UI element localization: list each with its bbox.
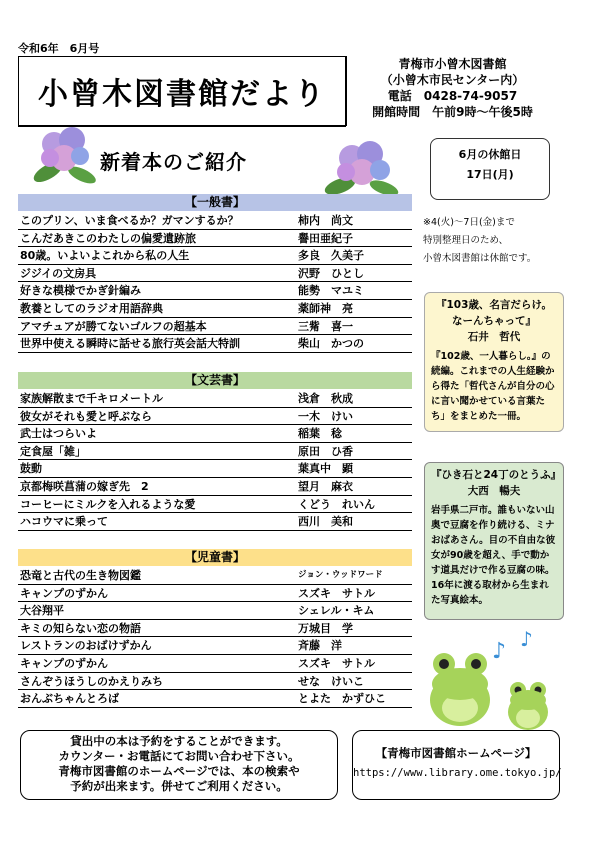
- closed-note-line: 特別整理日のため、: [423, 235, 509, 246]
- header-divider: [346, 56, 347, 126]
- book-title: おんぶちゃんとろば: [20, 692, 119, 706]
- book-author: くどう れいん: [298, 497, 375, 511]
- book-author: 三觜 喜一: [298, 319, 353, 333]
- table-row: [18, 585, 412, 603]
- feature-card: [424, 462, 564, 620]
- table-row: [18, 335, 412, 353]
- book-title: 武士はつらいよ: [20, 427, 97, 441]
- section-heading-children: 【児童書】: [18, 549, 412, 566]
- table-row: [18, 318, 412, 336]
- newsletter-title: 小曾木図書館だより: [38, 77, 326, 112]
- book-author: ジョン・ウッドワード: [298, 570, 383, 580]
- book-author: 斉藤 洋: [298, 639, 342, 653]
- book-author: 多良 久美子: [298, 249, 364, 263]
- book-author: 能勢 マユミ: [298, 284, 364, 298]
- book-author: せな けいこ: [298, 674, 364, 688]
- closed-note: [423, 214, 563, 268]
- feature-author: 大西 暢夫: [467, 485, 521, 497]
- table-row: [18, 425, 412, 443]
- book-author: 葉真中 顕: [298, 462, 353, 476]
- book-author: とよた かずひこ: [298, 692, 386, 706]
- svg-text:♪: ♪: [492, 639, 507, 664]
- homepage-url-link[interactable]: https://www.library.ome.tokyo.jp/: [353, 767, 562, 779]
- reservation-line: 予約が出来ます。併せてご利用ください。: [70, 779, 288, 793]
- book-title: ハコウマに乗って: [20, 515, 108, 529]
- book-title: 好きな模様でかぎ針編み: [20, 284, 141, 298]
- library-hours: 開館時間 午前9時～午後5時: [372, 105, 533, 119]
- book-author: 稲葉 稔: [298, 427, 342, 441]
- book-author: 浅倉 秋成: [298, 392, 353, 405]
- feature-title: 『103歳、名言だらけ。なーんちゃって』: [436, 299, 552, 327]
- table-row: [18, 300, 412, 318]
- feature-author: 石井 哲代: [467, 331, 521, 343]
- book-title: 鼓動: [20, 462, 42, 476]
- library-sub: （小曾木市民センター内）: [380, 73, 525, 87]
- book-author: 薬師神 亮: [298, 302, 353, 315]
- table-row: [18, 567, 412, 585]
- book-title: ジジイの文房具: [20, 266, 97, 280]
- table-row: [18, 496, 412, 514]
- table-row: [18, 282, 412, 300]
- closed-day-date: 17日(月): [466, 168, 514, 181]
- table-row: [18, 247, 412, 265]
- book-title: さんぞうほうしのかえりみち: [20, 674, 163, 688]
- book-title: 大谷翔平: [20, 604, 64, 618]
- feature-title: 『ひき石と24丁のとうふ』: [431, 469, 562, 481]
- book-author: スズキ サトル: [298, 586, 375, 600]
- book-title: 教養としてのラジオ用語辞典: [20, 302, 163, 315]
- frog-icon: [420, 628, 570, 730]
- reservation-info-box: [20, 730, 338, 800]
- book-author: 柴山 かつの: [298, 337, 364, 351]
- hydrangea-icon: [322, 136, 402, 200]
- book-title: キャンプのずかん: [20, 657, 108, 670]
- svg-text:♪: ♪: [520, 628, 533, 651]
- book-author: 原田 ひ香: [298, 444, 353, 458]
- book-title: 恐竜と古代の生き物図鑑: [20, 569, 141, 582]
- book-author: シェレル・キム: [298, 604, 375, 618]
- book-author: 西川 美和: [298, 515, 353, 529]
- book-author: 柿内 尚文: [298, 214, 353, 227]
- reservation-line: 青梅市図書館のホームページでは、本の検索や: [58, 764, 300, 778]
- table-row: [18, 690, 412, 708]
- table-row: [18, 212, 412, 230]
- book-title: キャンプのずかん: [20, 586, 108, 600]
- table-row: [18, 655, 412, 673]
- library-info: [350, 56, 555, 126]
- book-title: 世界中使える瞬時に話せる旅行英会話大特訓: [20, 337, 240, 351]
- table-row: [18, 602, 412, 620]
- table-row: [18, 620, 412, 638]
- book-title: 彼女がそれも愛と呼ぶなら: [20, 409, 152, 423]
- feature-body: 岩手県二戸市。誰もいない山奥で豆腐を作り続ける、ミナおばあさん。目の不自由な彼女が90歳を超え、手で動かす道具だけで作る豆腐の味。16年に渡る取材から生まれた写真絵本。: [431, 505, 556, 606]
- book-title: キミの知らない恋の物語: [20, 621, 141, 635]
- book-author: スズキ サトル: [298, 657, 375, 670]
- new-books-heading: 新着本のご紹介: [100, 150, 247, 174]
- issue-date: 令和6年 6月号: [18, 42, 100, 55]
- reservation-line: カウンター・お電話にてお問い合わせ下さい。: [58, 749, 300, 763]
- closed-day-box: [430, 138, 550, 200]
- book-author: 一木 けい: [298, 409, 353, 423]
- section-heading-general: 【一般書】: [18, 194, 412, 211]
- book-title: こんだあきこのわたしの偏愛遺跡旅: [20, 231, 196, 245]
- table-row: [18, 265, 412, 283]
- table-row: [18, 460, 412, 478]
- table-row: [18, 443, 412, 461]
- homepage-box: [352, 730, 560, 800]
- book-title: 定食屋「雑」: [20, 444, 86, 458]
- book-title: このプリン、いま食べるか？ガマンするか？: [20, 214, 239, 227]
- library-phone: 電話 0428-74-9057: [387, 89, 518, 103]
- feature-card: [424, 292, 564, 432]
- book-author: 沢野 ひとし: [298, 266, 364, 280]
- section-heading-literature: 【文芸書】: [18, 372, 412, 389]
- book-author: 譽田亜紀子: [298, 231, 353, 245]
- table-row: [18, 478, 412, 496]
- book-author: 望月 麻衣: [298, 480, 353, 493]
- table-row: [18, 408, 412, 426]
- reservation-line: 貸出中の本は予約をすることができます。: [70, 734, 288, 748]
- newsletter-title-box: [18, 56, 346, 126]
- feature-body: 『102歳、一人暮らし。』の続編。これまでの人生経験から得た「哲代さんが自分の心に言い聞かせている言葉たち」をまとめた一冊。: [431, 351, 555, 422]
- table-row: [18, 673, 412, 691]
- library-name: 青梅市小曾木図書館: [398, 57, 507, 71]
- table-row: [18, 513, 412, 531]
- book-title: アマチュアが勝てないゴルフの超基本: [20, 319, 207, 333]
- book-title: 家族解散まで千キロメートル: [20, 392, 163, 405]
- table-row: [18, 390, 412, 408]
- closed-note-line: ※4(火)～7日(金)まで: [423, 217, 515, 228]
- book-title: レストランのおばけずかん: [20, 639, 152, 653]
- book-author: 万城目 学: [298, 621, 353, 635]
- book-title: コーヒーにミルクを入れるような愛: [20, 497, 196, 511]
- closed-note-line: 小曾木図書館は休館です。: [423, 253, 537, 264]
- closed-day-label: 6月の休館日: [458, 148, 522, 161]
- book-title: 京都梅咲菖蒲の嫁ぎ先 2: [20, 480, 149, 493]
- table-row: [18, 637, 412, 655]
- table-row: [18, 230, 412, 248]
- homepage-label: 【青梅市図書館ホームページ】: [375, 746, 537, 760]
- book-title: 80歳。いよいよこれから私の人生: [20, 249, 190, 263]
- hydrangea-icon: [30, 120, 100, 190]
